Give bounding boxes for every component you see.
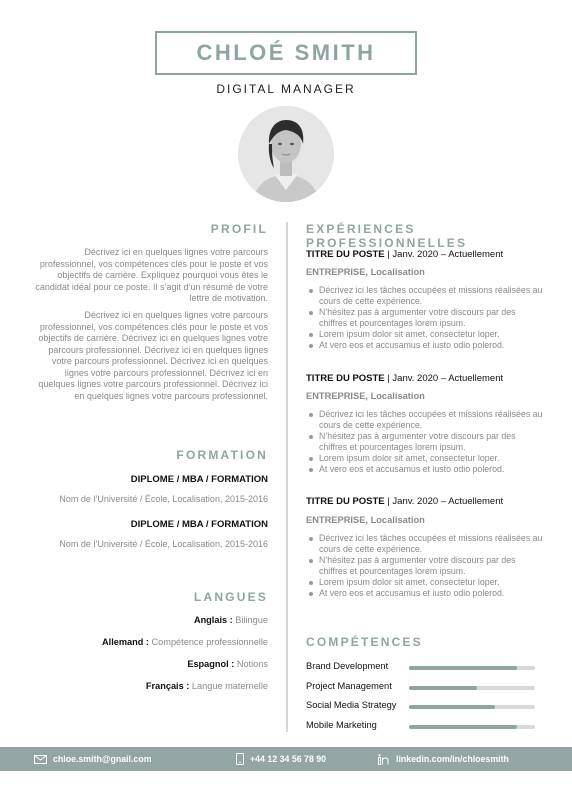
column-divider: [286, 222, 288, 732]
list-item: Lorem ipsum dolor sit amet, consectetur loper.: [306, 453, 546, 464]
profile-photo: [238, 106, 334, 202]
list-item: N’hésitez pas à argumenter votre discours par des chiffres et pourcentages lorem ipsum.: [306, 555, 546, 577]
page-bottom-margin: [0, 771, 572, 809]
skill-bar-fill: [409, 686, 477, 690]
job-company: ENTREPRISE, Localisation: [306, 391, 425, 401]
skill-row: [306, 661, 538, 675]
skill-label: Brand Development: [306, 661, 389, 671]
skill-row: [306, 700, 538, 714]
language-name: Anglais :: [193, 615, 233, 625]
list-item: At vero eos et accusamus et iusto odio polerod.: [306, 588, 546, 599]
linkedin-contact[interactable]: [378, 747, 509, 771]
list-item: Décrivez ici les tâches occupées et missions réalisées au cours de cette expérience.: [306, 409, 546, 431]
phone-text: +44 12 34 56 78 90: [250, 754, 327, 764]
job-line: [306, 373, 546, 384]
name-box: [155, 31, 417, 75]
experiences-title: EXPÉRIENCES PROFESSIONNELLES: [306, 222, 468, 250]
langues-section: [30, 590, 268, 604]
job-post: TITRE DU POSTE: [306, 249, 385, 260]
language-level: Langue maternelle: [191, 681, 268, 691]
skill-bar-track: [409, 686, 535, 690]
list-item: At vero eos et accusamus et iusto odio polerod.: [306, 464, 546, 475]
formation-degree-2: DIPLOME / MBA / FORMATION: [130, 519, 268, 530]
job-post: TITRE DU POSTE: [306, 373, 385, 384]
linkedin-icon: [378, 754, 390, 765]
formation-school-1: Nom de l’Université / École, Localisation, 2015-2016: [59, 494, 268, 504]
email-contact[interactable]: [34, 747, 152, 771]
envelope-icon: [34, 755, 47, 764]
job-company: ENTREPRISE, Localisation: [306, 267, 425, 277]
profil-section: [30, 222, 268, 236]
skill-bar-fill: [409, 725, 517, 729]
competences-section: [306, 635, 546, 649]
skill-label: Project Management: [306, 681, 392, 691]
langues-title: LANGUES: [193, 590, 268, 604]
language-name: Français :: [145, 681, 190, 691]
profil-title: PROFIL: [210, 222, 268, 236]
language-level: Notions: [236, 659, 268, 669]
job-bullets: [306, 285, 546, 351]
formation-school-2: Nom de l’Université / École, Localisation, 2015-2016: [59, 539, 268, 549]
skill-label: Mobile Marketing: [306, 720, 377, 730]
job-line: [306, 249, 546, 260]
job-title: DIGITAL MANAGER: [216, 82, 356, 96]
phone-icon: [236, 753, 244, 765]
language-name: Espagnol :: [187, 659, 235, 669]
list-item: N’hésitez pas à argumenter votre discours par des chiffres et pourcentages lorem ipsum.: [306, 431, 546, 453]
skill-bar-track: [409, 705, 535, 709]
job-post: TITRE DU POSTE: [306, 496, 385, 507]
experiences-section: [306, 222, 546, 250]
job-company: ENTREPRISE, Localisation: [306, 515, 425, 525]
skill-row: [306, 720, 538, 734]
skill-bar-track: [409, 666, 535, 670]
skill-row: [306, 681, 538, 695]
job-bullets: [306, 409, 546, 475]
list-item: N’hésitez pas à argumenter votre discours par des chiffres et pourcentages lorem ipsum.: [306, 307, 546, 329]
job-dates: | Janv. 2020 – Actuellement: [387, 496, 504, 507]
portrait-image: [238, 106, 334, 202]
formation-degree-1: DIPLOME / MBA / FORMATION: [130, 474, 268, 485]
linkedin-text: linkedin.com/in/chloesmith: [396, 754, 509, 764]
job-dates: | Janv. 2020 – Actuellement: [387, 249, 504, 260]
profil-paragraph-1: Décrivez ici en quelques lignes votre parcours professionnel, vos compétences clés pour le poste et vos objectifs de carrière. Expliquez pourquoi vous êtes le candidat idéal pour ce poste. Il s’agit d’un résumé de votre lettre de motivation.: [35, 247, 268, 303]
job-dates: | Janv. 2020 – Actuellement: [387, 373, 504, 384]
language-level: Bilingue: [235, 615, 268, 625]
email-text: chloe.smith@gnail.com: [53, 754, 152, 764]
skill-label: Social Media Strategy: [306, 700, 397, 710]
list-item: At vero eos et accusamus et iusto odio polerod.: [306, 340, 546, 351]
job-line: [306, 496, 546, 507]
list-item: Décrivez ici les tâches occupées et missions réalisées au cours de cette expérience.: [306, 285, 546, 307]
language-name: Allemand :: [102, 637, 149, 647]
contact-footer: [0, 747, 572, 771]
language-row: [30, 681, 268, 691]
profil-paragraph-2: Décrivez ici en quelques lignes votre parcours professionnel, vos compétences clés pour le poste et vos objectifs de carrière. Décrivez ici en quelques lignes votre parcours professionnel. Décrivez ici en quelques lignes votre parcours professionnel. Décrivez ici en quelques lignes votre parcours professionnel. Décrivez ici en quelques lignes votre parcours professionnel. Décrivez ici en quelques lignes votre parcours professionnel.: [38, 310, 268, 401]
formation-title: FORMATION: [176, 448, 268, 462]
language-level: Compétence professionnelle: [151, 637, 268, 647]
job-bullets: [306, 533, 546, 599]
formation-section: [30, 448, 268, 462]
list-item: Lorem ipsum dolor sit amet, consectetur loper.: [306, 577, 546, 588]
list-item: Décrivez ici les tâches occupées et missions réalisées au cours de cette expérience.: [306, 533, 546, 555]
candidate-name: CHLOÉ SMITH: [196, 40, 376, 65]
skill-bar-fill: [409, 705, 495, 709]
language-row: [30, 615, 268, 625]
competences-title: COMPÉTENCES: [306, 635, 423, 649]
skill-bar-fill: [409, 666, 517, 670]
skill-bar-track: [409, 725, 535, 729]
language-row: [30, 637, 268, 647]
language-row: [30, 659, 268, 669]
phone-contact[interactable]: [236, 747, 326, 771]
list-item: Lorem ipsum dolor sit amet, consectetur loper.: [306, 329, 546, 340]
